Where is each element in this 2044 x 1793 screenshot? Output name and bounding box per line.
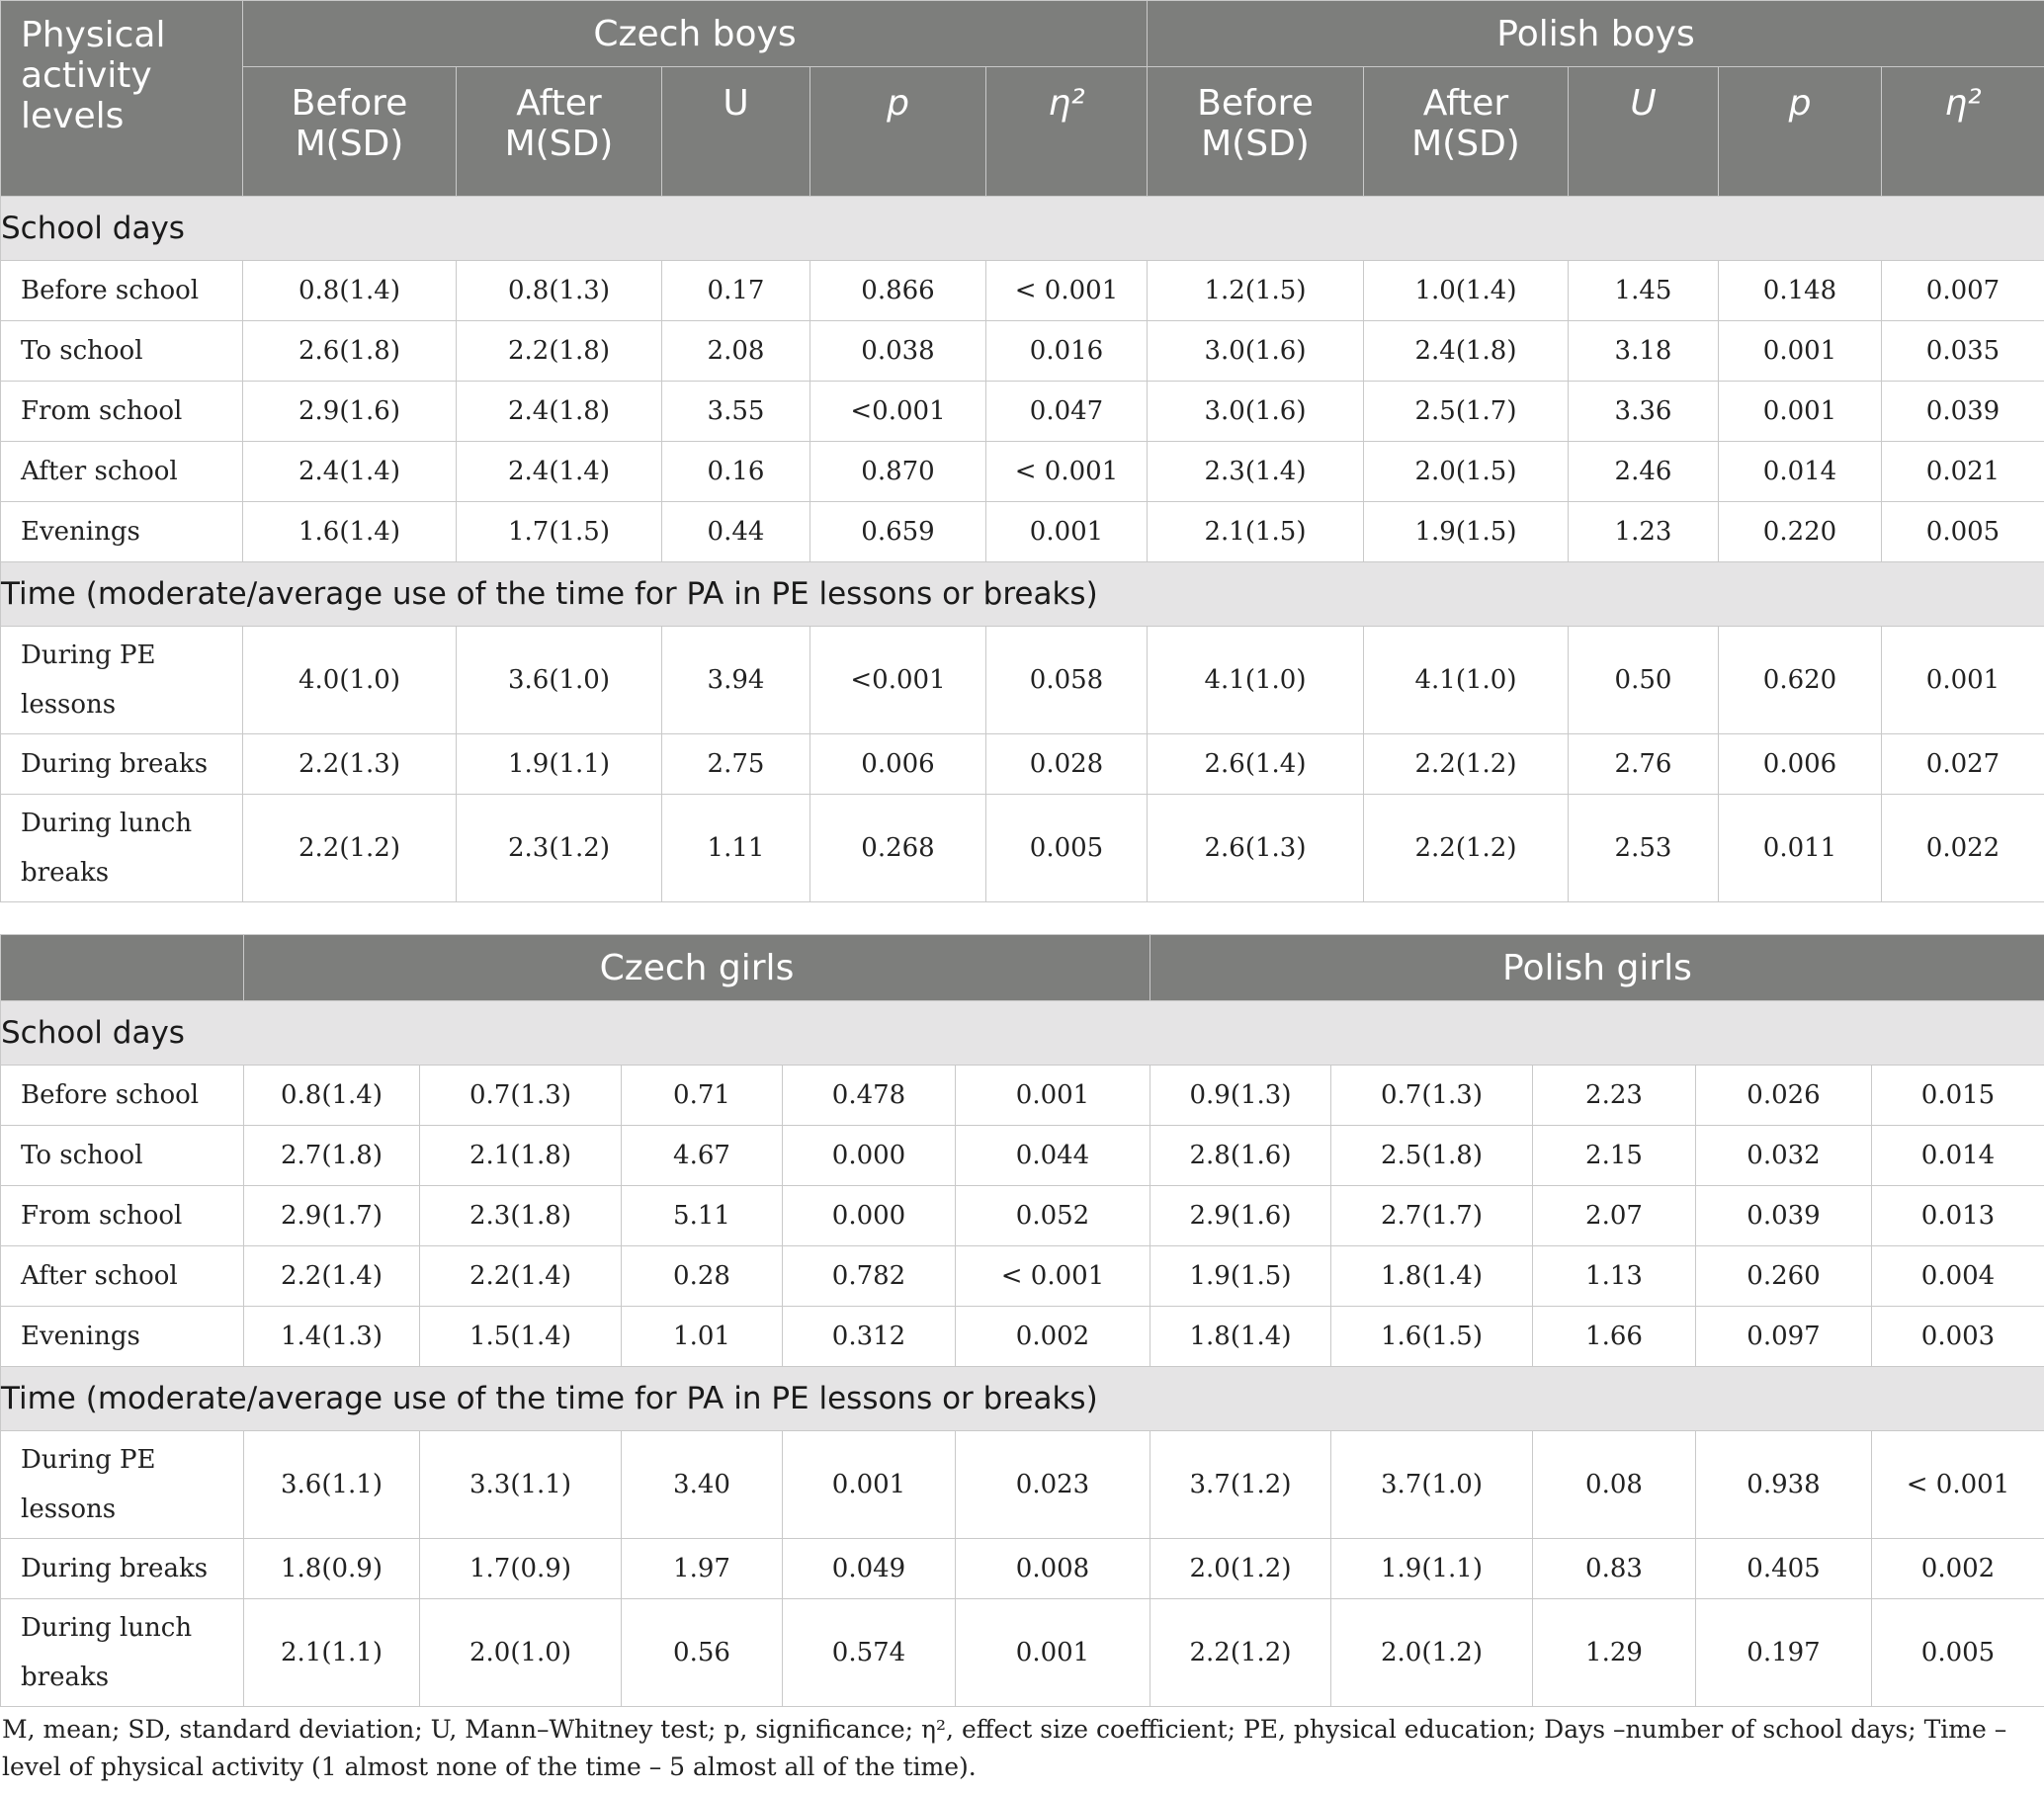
table-row [1,1126,2044,1186]
table-cell: 1.45 [1569,261,1719,321]
column-header [1719,67,1882,197]
table-cell: 0.014 [1719,442,1882,502]
section-title: School days [1,1001,2044,1066]
table-cell: 1.9(1.1) [457,734,662,795]
section-row [1,1367,2044,1431]
table-cell: 0.08 [1533,1431,1696,1539]
column-header-line: M(SD) [1201,124,1310,164]
column-header-line: M(SD) [295,124,404,164]
group-header-czech-girls: Czech girls [244,935,1150,1001]
column-header-line: After [516,83,602,124]
table-cell: 1.13 [1533,1246,1696,1307]
table-cell: 0.026 [1696,1066,1872,1126]
table-cell: 0.16 [662,442,810,502]
table-cell: 0.50 [1569,627,1719,734]
table-cell: 2.76 [1569,734,1719,795]
table-cell: 2.46 [1569,442,1719,502]
column-header-line: M(SD) [504,124,614,164]
row-label: Evenings [1,1307,244,1367]
table-cell: 1.8(1.4) [1150,1307,1331,1367]
table-cell: 2.1(1.1) [244,1599,420,1707]
column-header-line: η² [1048,83,1085,124]
table-cell: 0.047 [986,382,1148,442]
column-header-line: After [1422,83,1509,124]
table-cell: 0.260 [1696,1246,1872,1307]
table-cell: 0.039 [1696,1186,1872,1246]
table-row [1,734,2044,795]
column-header [1569,67,1719,197]
table-cell: 0.405 [1696,1539,1872,1599]
table-row [1,1307,2044,1367]
table-cell: 2.0(1.2) [1331,1599,1533,1707]
table-cell: 2.3(1.4) [1148,442,1364,502]
column-header [986,67,1148,197]
row-label: Before school [1,1066,244,1126]
row-label: Before school [1,261,243,321]
table-cell: 1.2(1.5) [1148,261,1364,321]
table-cell: 0.044 [956,1126,1150,1186]
table-cell: 1.9(1.5) [1150,1246,1331,1307]
column-header-line: η² [1944,83,1982,124]
table-cell: 1.8(0.9) [244,1539,420,1599]
table-cell: 0.574 [783,1599,956,1707]
table-cell: 3.0(1.6) [1148,382,1364,442]
row-label: During lunch breaks [1,795,243,902]
table-cell: 0.870 [810,442,986,502]
column-header-line: Before [1197,83,1314,124]
table-cell: 0.000 [783,1126,956,1186]
table-cell: 2.2(1.2) [1364,795,1569,902]
corner-header-empty [1,935,244,1001]
table-cell: 0.022 [1882,795,2044,902]
table-cell: 4.67 [622,1126,783,1186]
table-cell: 0.003 [1872,1307,2044,1367]
table-cell: 0.039 [1882,382,2044,442]
table-cell: 0.005 [1882,502,2044,562]
group-header-czech-boys: Czech boys [243,1,1148,67]
table-cell: 2.2(1.3) [243,734,457,795]
table-cell: 1.01 [622,1307,783,1367]
table-cell: 0.312 [783,1307,956,1367]
table-cell: 0.8(1.4) [244,1066,420,1126]
table-cell: 0.052 [956,1186,1150,1246]
table-footnote: M, mean; SD, standard deviation; U, Mann–Whitney test; p, significance; η², effect size coefficient; PE, physical education; Days –number of school days; Time – level of physical activity (1 almost none of the time – 5 almost all of the time). [2,1715,2007,1781]
row-label: During breaks [1,734,243,795]
table-cell: 0.001 [956,1066,1150,1126]
column-header-line: p [1788,83,1812,124]
row-label: To school [1,321,243,382]
column-header-line: U [723,83,749,124]
table-cell: 0.001 [783,1431,956,1539]
group-header-polish-girls: Polish girls [1150,935,2044,1001]
table-cell: 3.6(1.0) [457,627,662,734]
row-label: During lunch breaks [1,1599,244,1707]
table-cell: 0.027 [1882,734,2044,795]
table-cell: 3.7(1.0) [1331,1431,1533,1539]
table-cell: 2.3(1.8) [420,1186,622,1246]
table-cell: 2.0(1.0) [420,1599,622,1707]
table-cell: 1.23 [1569,502,1719,562]
table-cell: 2.6(1.4) [1148,734,1364,795]
table-cell: 1.5(1.4) [420,1307,622,1367]
table-cell: 2.5(1.8) [1331,1126,1533,1186]
table-cell: 0.016 [986,321,1148,382]
row-label: To school [1,1126,244,1186]
table-cell: 0.7(1.3) [1331,1066,1533,1126]
table-cell: 0.28 [622,1246,783,1307]
table-cell: 0.8(1.3) [457,261,662,321]
table-cell: 2.4(1.8) [1364,321,1569,382]
table-cell: 2.5(1.7) [1364,382,1569,442]
table-cell: 1.11 [662,795,810,902]
row-label: During breaks [1,1539,244,1599]
row-label: During PE lessons [1,1431,244,1539]
table-row [1,382,2044,442]
table-cell: 1.6(1.5) [1331,1307,1533,1367]
table-cell: 0.023 [956,1431,1150,1539]
table-row [1,261,2044,321]
group-header-polish-boys: Polish boys [1148,1,2044,67]
table-cell: 0.620 [1719,627,1882,734]
table-cell: 0.17 [662,261,810,321]
table-cell: < 0.001 [986,442,1148,502]
table-cell: 3.7(1.2) [1150,1431,1331,1539]
table-cell: 0.015 [1872,1066,2044,1126]
table-cell: 2.0(1.2) [1150,1539,1331,1599]
table-cell: 3.0(1.6) [1148,321,1364,382]
table-row [1,795,2044,902]
table-cell: 1.97 [622,1539,783,1599]
column-header [243,67,457,197]
table-cell: 0.021 [1882,442,2044,502]
table-cell: 0.8(1.4) [243,261,457,321]
table-cell: 3.55 [662,382,810,442]
table-row [1,442,2044,502]
section-title: Time (moderate/average use of the time for PA in PE lessons or breaks) [1,562,2044,627]
table-cell: 2.7(1.8) [244,1126,420,1186]
table-cell: 0.478 [783,1066,956,1126]
table-cell: 1.9(1.5) [1364,502,1569,562]
table-cell: 3.36 [1569,382,1719,442]
table-cell: 0.006 [810,734,986,795]
table-cell: 1.29 [1533,1599,1696,1707]
column-header [457,67,662,197]
row-label: From school [1,382,243,442]
table-cell: 0.049 [783,1539,956,1599]
corner-header: Physical activity levels [1,1,243,197]
table-cell: 0.058 [986,627,1148,734]
table-cell: 0.71 [622,1066,783,1126]
table-cell: 2.2(1.4) [420,1246,622,1307]
table-cell: 2.08 [662,321,810,382]
table-cell: 2.9(1.6) [243,382,457,442]
table-cell: 1.9(1.1) [1331,1539,1533,1599]
girls-table [0,934,2044,1707]
table-cell: 0.000 [783,1186,956,1246]
column-header [662,67,810,197]
column-header-line: M(SD) [1411,124,1520,164]
table-cell: 0.005 [1872,1599,2044,1707]
table-cell: 0.038 [810,321,986,382]
table-cell: 0.032 [1696,1126,1872,1186]
table-cell: 4.1(1.0) [1148,627,1364,734]
table-cell: 2.6(1.8) [243,321,457,382]
table-cell: 0.097 [1696,1307,1872,1367]
table-cell: 0.028 [986,734,1148,795]
table-row [1,1066,2044,1126]
table-cell: 3.40 [622,1431,783,1539]
table-cell: 0.83 [1533,1539,1696,1599]
table-cell: 0.005 [986,795,1148,902]
table-cell: 2.07 [1533,1186,1696,1246]
row-label: After school [1,442,243,502]
table-cell: 2.7(1.7) [1331,1186,1533,1246]
table-cell: 2.2(1.2) [243,795,457,902]
table-cell: 0.014 [1872,1126,2044,1186]
table-cell: 2.0(1.5) [1364,442,1569,502]
table-cell: 0.001 [1719,382,1882,442]
table-row [1,1186,2044,1246]
table-cell: 0.011 [1719,795,1882,902]
table-cell: 0.006 [1719,734,1882,795]
table-cell: 0.220 [1719,502,1882,562]
table-cell: 0.035 [1882,321,2044,382]
table-cell: 2.75 [662,734,810,795]
table-cell: 0.866 [810,261,986,321]
table-cell: 0.001 [1882,627,2044,734]
table-cell: 0.001 [956,1599,1150,1707]
table-cell: 0.007 [1882,261,2044,321]
table-row [1,1539,2044,1599]
section-row [1,197,2044,261]
table-row [1,1431,2044,1539]
table-row [1,1246,2044,1307]
table-cell: 2.2(1.2) [1364,734,1569,795]
column-header [1882,67,2044,197]
table-cell: 2.8(1.6) [1150,1126,1331,1186]
table-row [1,502,2044,562]
section-title: Time (moderate/average use of the time for PA in PE lessons or breaks) [1,1367,2044,1431]
table-cell: < 0.001 [956,1246,1150,1307]
table-cell: 0.197 [1696,1599,1872,1707]
table-cell: 1.0(1.4) [1364,261,1569,321]
table-cell: 4.1(1.0) [1364,627,1569,734]
table-cell: 0.002 [1872,1539,2044,1599]
table-cell: 1.6(1.4) [243,502,457,562]
table-cell: 2.4(1.4) [457,442,662,502]
column-header-line: p [887,83,909,124]
table-cell: 0.008 [956,1539,1150,1599]
table-cell: 0.659 [810,502,986,562]
table-cell: 0.7(1.3) [420,1066,622,1126]
table-cell: 0.9(1.3) [1150,1066,1331,1126]
section-title: School days [1,197,2044,261]
table-gap [0,902,2044,934]
row-label: During PE lessons [1,627,243,734]
column-header-line: Before [291,83,408,124]
table-row [1,321,2044,382]
table-cell: 3.18 [1569,321,1719,382]
row-label: After school [1,1246,244,1307]
column-header [810,67,986,197]
table-cell: 1.7(0.9) [420,1539,622,1599]
table-cell: 3.6(1.1) [244,1431,420,1539]
table-cell: 2.15 [1533,1126,1696,1186]
column-header [1148,67,1364,197]
table-cell: 2.4(1.4) [243,442,457,502]
column-header-line: U [1630,83,1657,124]
table-cell: 0.56 [622,1599,783,1707]
table-cell: < 0.001 [1872,1431,2044,1539]
table-cell: 0.782 [783,1246,956,1307]
column-header [1364,67,1569,197]
table-cell: <0.001 [810,627,986,734]
table-cell: 3.94 [662,627,810,734]
table-cell: 1.7(1.5) [457,502,662,562]
table-cell: 2.6(1.3) [1148,795,1364,902]
table-cell: 2.2(1.8) [457,321,662,382]
table-cell: 4.0(1.0) [243,627,457,734]
row-label: From school [1,1186,244,1246]
table-cell: 2.2(1.2) [1150,1599,1331,1707]
table-cell: 0.148 [1719,261,1882,321]
table-cell: 2.9(1.6) [1150,1186,1331,1246]
table-cell: 2.1(1.5) [1148,502,1364,562]
table-cell: 5.11 [622,1186,783,1246]
table-cell: 2.53 [1569,795,1719,902]
table-cell: 2.23 [1533,1066,1696,1126]
table-cell: < 0.001 [986,261,1148,321]
table-cell: 0.001 [1719,321,1882,382]
table-cell: <0.001 [810,382,986,442]
section-row [1,1001,2044,1066]
table-cell: 2.9(1.7) [244,1186,420,1246]
table-cell: 1.66 [1533,1307,1696,1367]
table-cell: 2.1(1.8) [420,1126,622,1186]
table-cell: 3.3(1.1) [420,1431,622,1539]
table-cell: 0.002 [956,1307,1150,1367]
table-cell: 0.44 [662,502,810,562]
table-cell: 0.004 [1872,1246,2044,1307]
section-row [1,562,2044,627]
table-cell: 0.013 [1872,1186,2044,1246]
table-cell: 2.3(1.2) [457,795,662,902]
row-label: Evenings [1,502,243,562]
table-cell: 2.4(1.8) [457,382,662,442]
table-row [1,627,2044,734]
table-cell: 1.8(1.4) [1331,1246,1533,1307]
table-cell: 2.2(1.4) [244,1246,420,1307]
table-cell: 1.4(1.3) [244,1307,420,1367]
table-cell: 0.938 [1696,1431,1872,1539]
table-cell: 0.268 [810,795,986,902]
table-row [1,1599,2044,1707]
table-cell: 0.001 [986,502,1148,562]
